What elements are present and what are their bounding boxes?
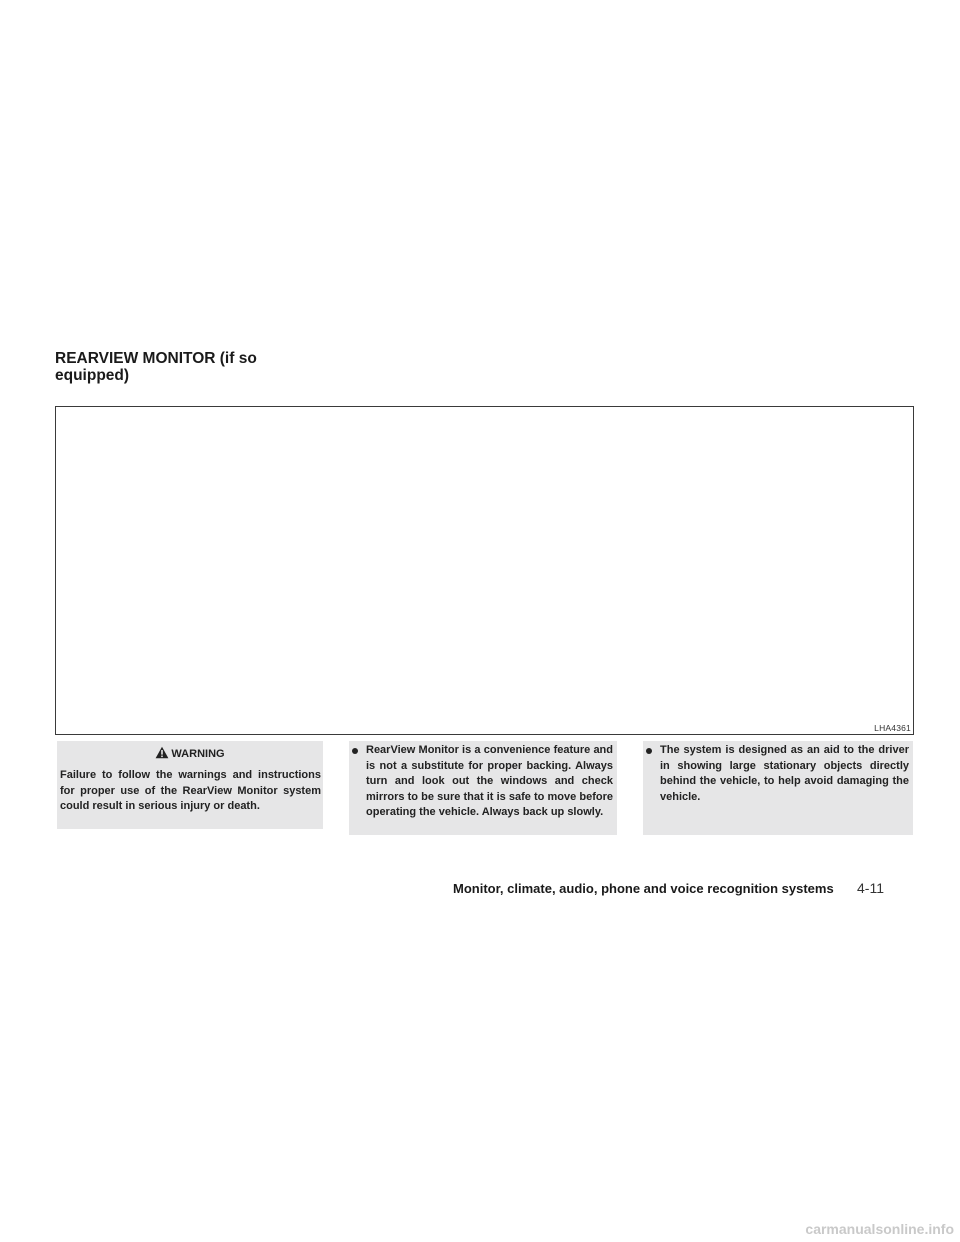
section-title: REARVIEW MONITOR (if so equipped) — [55, 350, 257, 384]
bullet-panel — [643, 741, 913, 835]
warning-heading — [57, 746, 323, 763]
bullet-dot-icon — [352, 748, 358, 754]
bullet-dot-icon — [646, 748, 652, 754]
warning-heading-label: WARNING — [171, 748, 225, 760]
page-number: 4-11 — [857, 880, 884, 896]
figure-code: LHA4361 — [874, 723, 911, 733]
bullet-item — [646, 743, 909, 805]
warning-panel — [57, 741, 323, 829]
warning-triangle-icon — [155, 746, 169, 763]
bullet-text: The system is designed as an aid to the driver in showing large stationary objects directly behind the vehicle, to help avoid damaging the vehicle. — [660, 744, 909, 803]
warning-text: Failure to follow the warnings and instructions for proper use of the RearView Monitor system could result in serious injury or death. — [60, 769, 321, 812]
bullet-panel — [349, 741, 617, 835]
footer-section-title: Monitor, climate, audio, phone and voice recognition systems — [453, 881, 834, 896]
watermark: carmanualsonline.info — [805, 1221, 954, 1237]
bullet-text: RearView Monitor is a convenience feature and is not a substitute for proper backing. Always turn and look out the windows and check mirrors to be sure that it is safe to move before operating the vehicle. Always back up slowly. — [366, 744, 613, 818]
bullet-item — [352, 743, 613, 821]
figure-placeholder — [55, 406, 914, 735]
